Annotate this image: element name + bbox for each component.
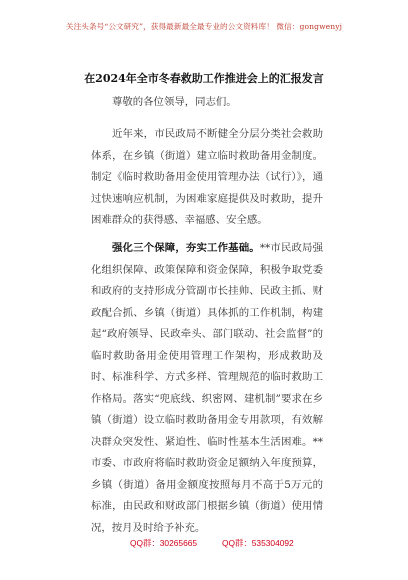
document-title: 在2024年全市冬春救助工作推进会上的汇报发言 bbox=[84, 72, 324, 85]
footer-qq-group-2: QQ群：535304092 bbox=[222, 538, 294, 548]
section-body: **市民政局强化组织保障、政策保障和资金保障，积极争取党委和政府的支持形成分管副市长挂帅、民政主抓、财政配合抓、乡镇（街道）具体抓的工作机制，构建起“政府领导、民政牵头、部门联动、社会监督”的临时救助备用金使用管理工作架构，形成救助及时、标准科学、方式多样、管理规范的临时救助工作格局。落实“兜底线、织密网、建机制”要求在乡镇（街道）设立临时救助备用金专用款项，有效解决群众突发性、紧迫性、临时性基本生活困难。**市委、市政府将临时救助资金足额纳入年度预算，乡镇（街道）备用金额度按照每月不高于5万元的标准，由民政和财政部门根据乡镇（街道）使用情况，按月及时给予补充。 bbox=[91, 242, 324, 534]
section-paragraph bbox=[91, 238, 323, 539]
footer-qq-group-1: QQ群：30265665 bbox=[130, 538, 198, 548]
top-banner: 关注头条号“公文研究”，获得最新最全最专业的公文资料库！ 微信：gongwenyj bbox=[65, 22, 343, 31]
intro-paragraph: 近年来，市民政局不断健全分层分类社会救助体系，在乡镇（街道）建立临时救助备用金制度。制定《临时救助备用金使用管理办法（试行）》，通过快速响应机制，为困难家庭提供及时救助，提升困难群众的获得感、幸福感、安全感。 bbox=[91, 128, 323, 226]
section-lead-in: 强化三个保障，夯实工作基础。 bbox=[112, 242, 260, 254]
salutation-paragraph: 尊敬的各位领导，同志们。 bbox=[112, 96, 237, 108]
